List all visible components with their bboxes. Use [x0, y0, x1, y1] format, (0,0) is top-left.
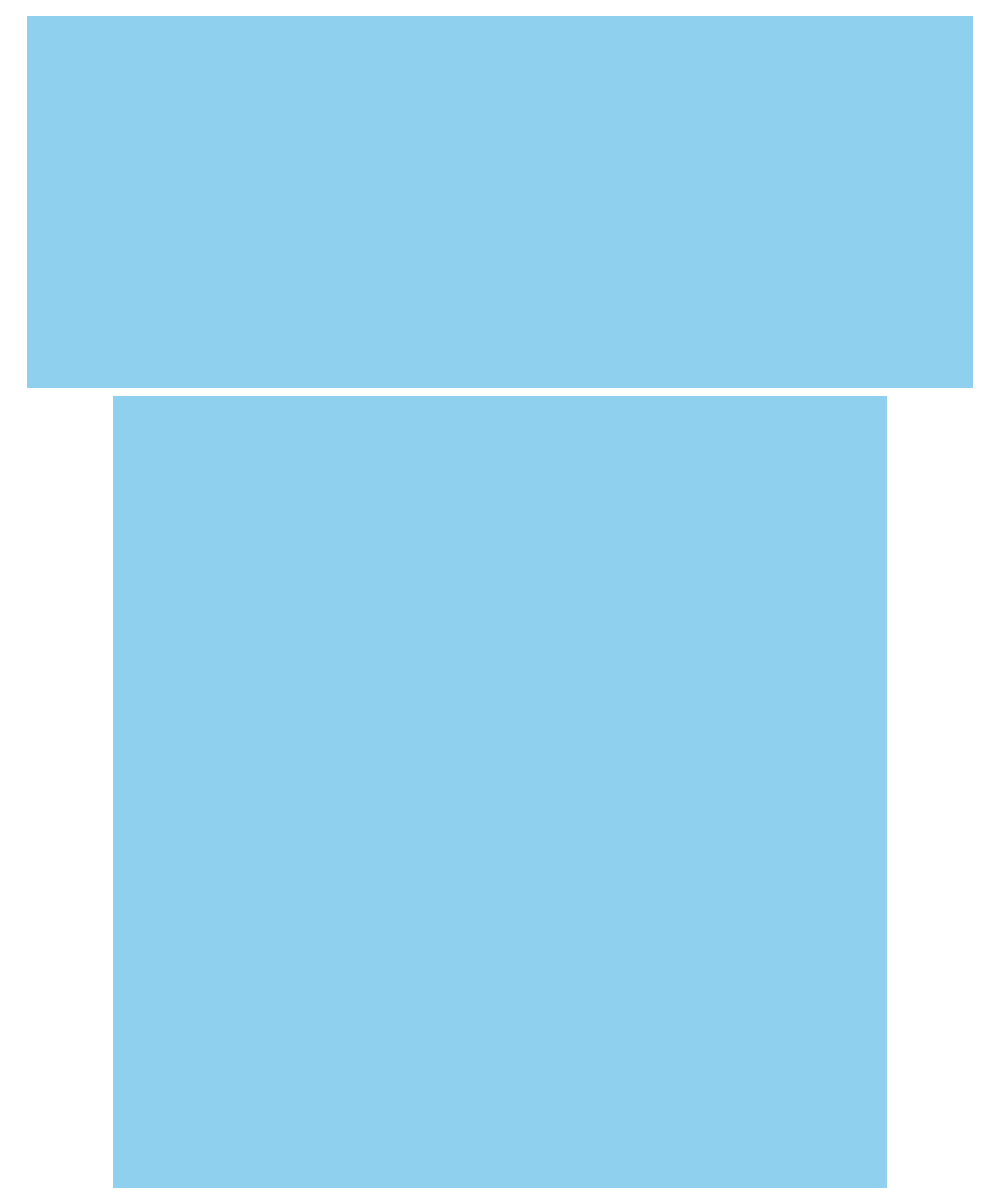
decal-sheet-b29	[27, 16, 973, 388]
decal-sheet-us-aircraft	[113, 396, 887, 1188]
